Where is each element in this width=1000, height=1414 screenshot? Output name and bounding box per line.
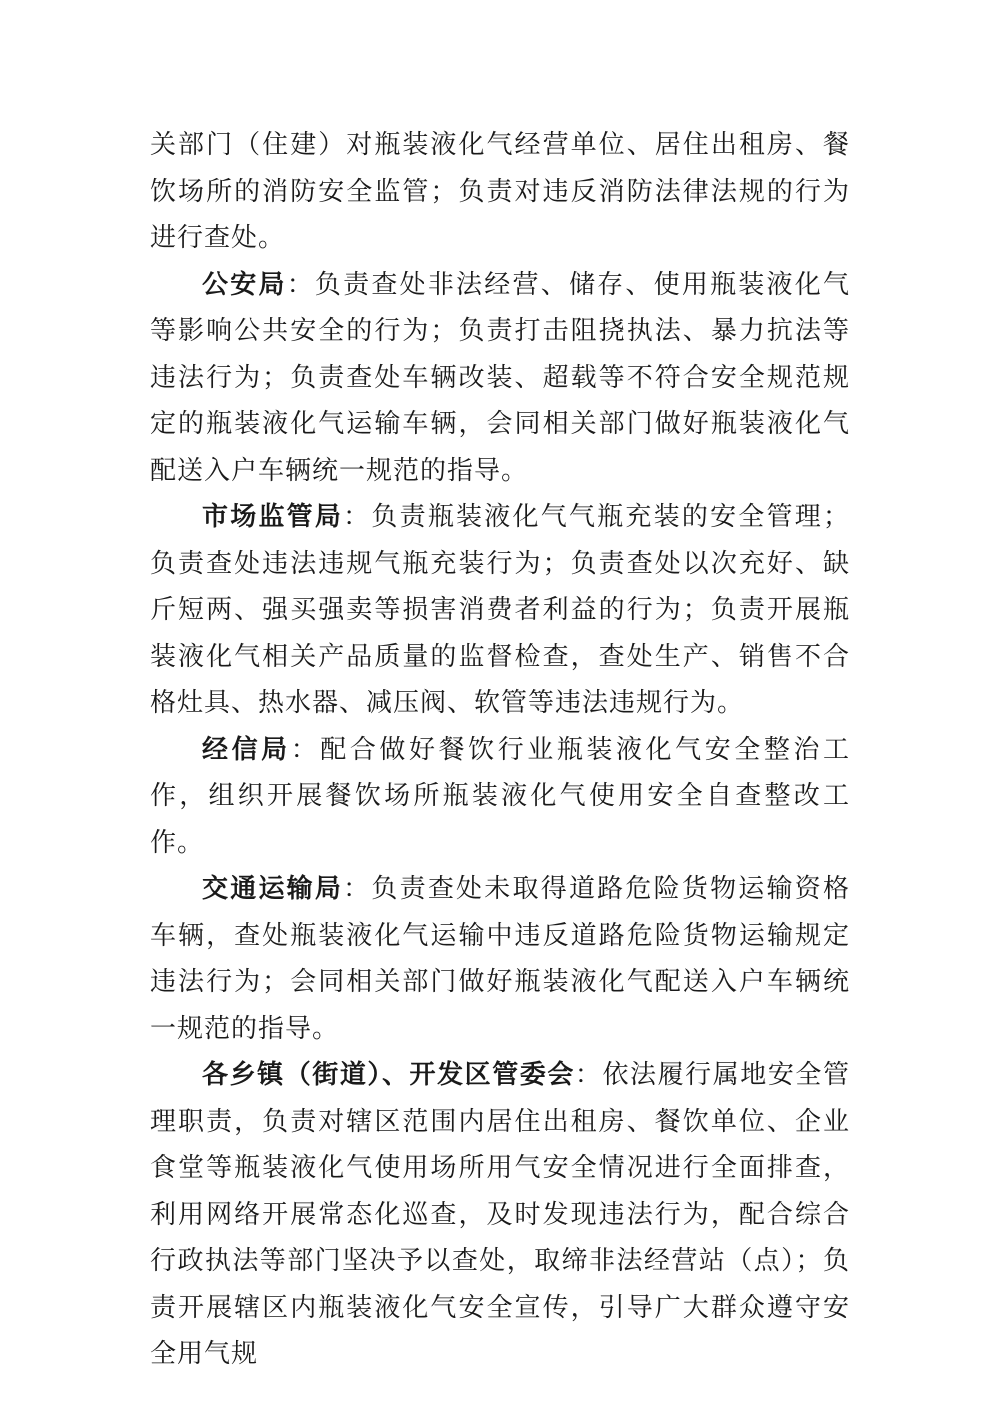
paragraph-text: ：负责查处非法经营、储存、使用瓶装液化气等影响公共安全的行为；负责打击阻挠执法、暴力抗法等违法行为；负责查处车辆改装、超载等不符合安全规范规定的瓶装液化气运输车辆，会同相关部门做好瓶装液化气配送入户车辆统一规范的指导。 xyxy=(150,269,850,486)
paragraph-text: 关部门（住建）对瓶装液化气经营单位、居住出租房、餐饮场所的消防安全监管；负责对违反消防法律法规的行为进行查处。 xyxy=(150,130,850,253)
paragraph-text: ：依法履行属地安全管理职责，负责对辖区范围内居住出租房、餐饮单位、企业食堂等瓶装液化气使用场所用气安全情况进行全面排查，利用网络开展常态化巡查，及时发现违法行为，配合综合行政执法等部门坚决予以查处，取缔非法经营站（点）；负责开展辖区内瓶装液化气安全宣传，引导广大群众遵守安全用气规 xyxy=(150,1060,850,1369)
paragraph-continued-fire-safety xyxy=(150,122,850,262)
paragraph-townships-development-zone xyxy=(150,1052,850,1378)
paragraph-transport-bureau xyxy=(150,866,850,1052)
paragraph-economy-information-bureau xyxy=(150,727,850,867)
org-name: 交通运输局 xyxy=(202,874,344,904)
document-page xyxy=(150,122,850,1378)
org-name: 市场监管局 xyxy=(202,502,344,532)
paragraph-text: ：负责查处未取得道路危险货物运输资格车辆，查处瓶装液化气运输中违反道路危险货物运输规定违法行为；会同相关部门做好瓶装液化气配送入户车辆统一规范的指导。 xyxy=(150,874,850,1044)
org-name: 各乡镇（街道）、开发区管委会 xyxy=(202,1060,575,1090)
paragraph-market-supervision-bureau xyxy=(150,494,850,727)
paragraph-public-security-bureau xyxy=(150,262,850,495)
org-name: 经信局 xyxy=(202,734,291,765)
paragraph-text: ：负责瓶装液化气气瓶充装的安全管理；负责查处违法违规气瓶充装行为；负责查处以次充好、缺斤短两、强买强卖等损害消费者利益的行为；负责开展瓶装液化气相关产品质量的监督检查，查处生产、销售不合格灶具、热水器、减压阀、软管等违法违规行为。 xyxy=(150,502,850,718)
org-name: 公安局 xyxy=(202,269,287,300)
paragraph-text: ：配合做好餐饮行业瓶装液化气安全整治工作，组织开展餐饮场所瓶装液化气使用安全自查整改工作。 xyxy=(150,734,850,858)
